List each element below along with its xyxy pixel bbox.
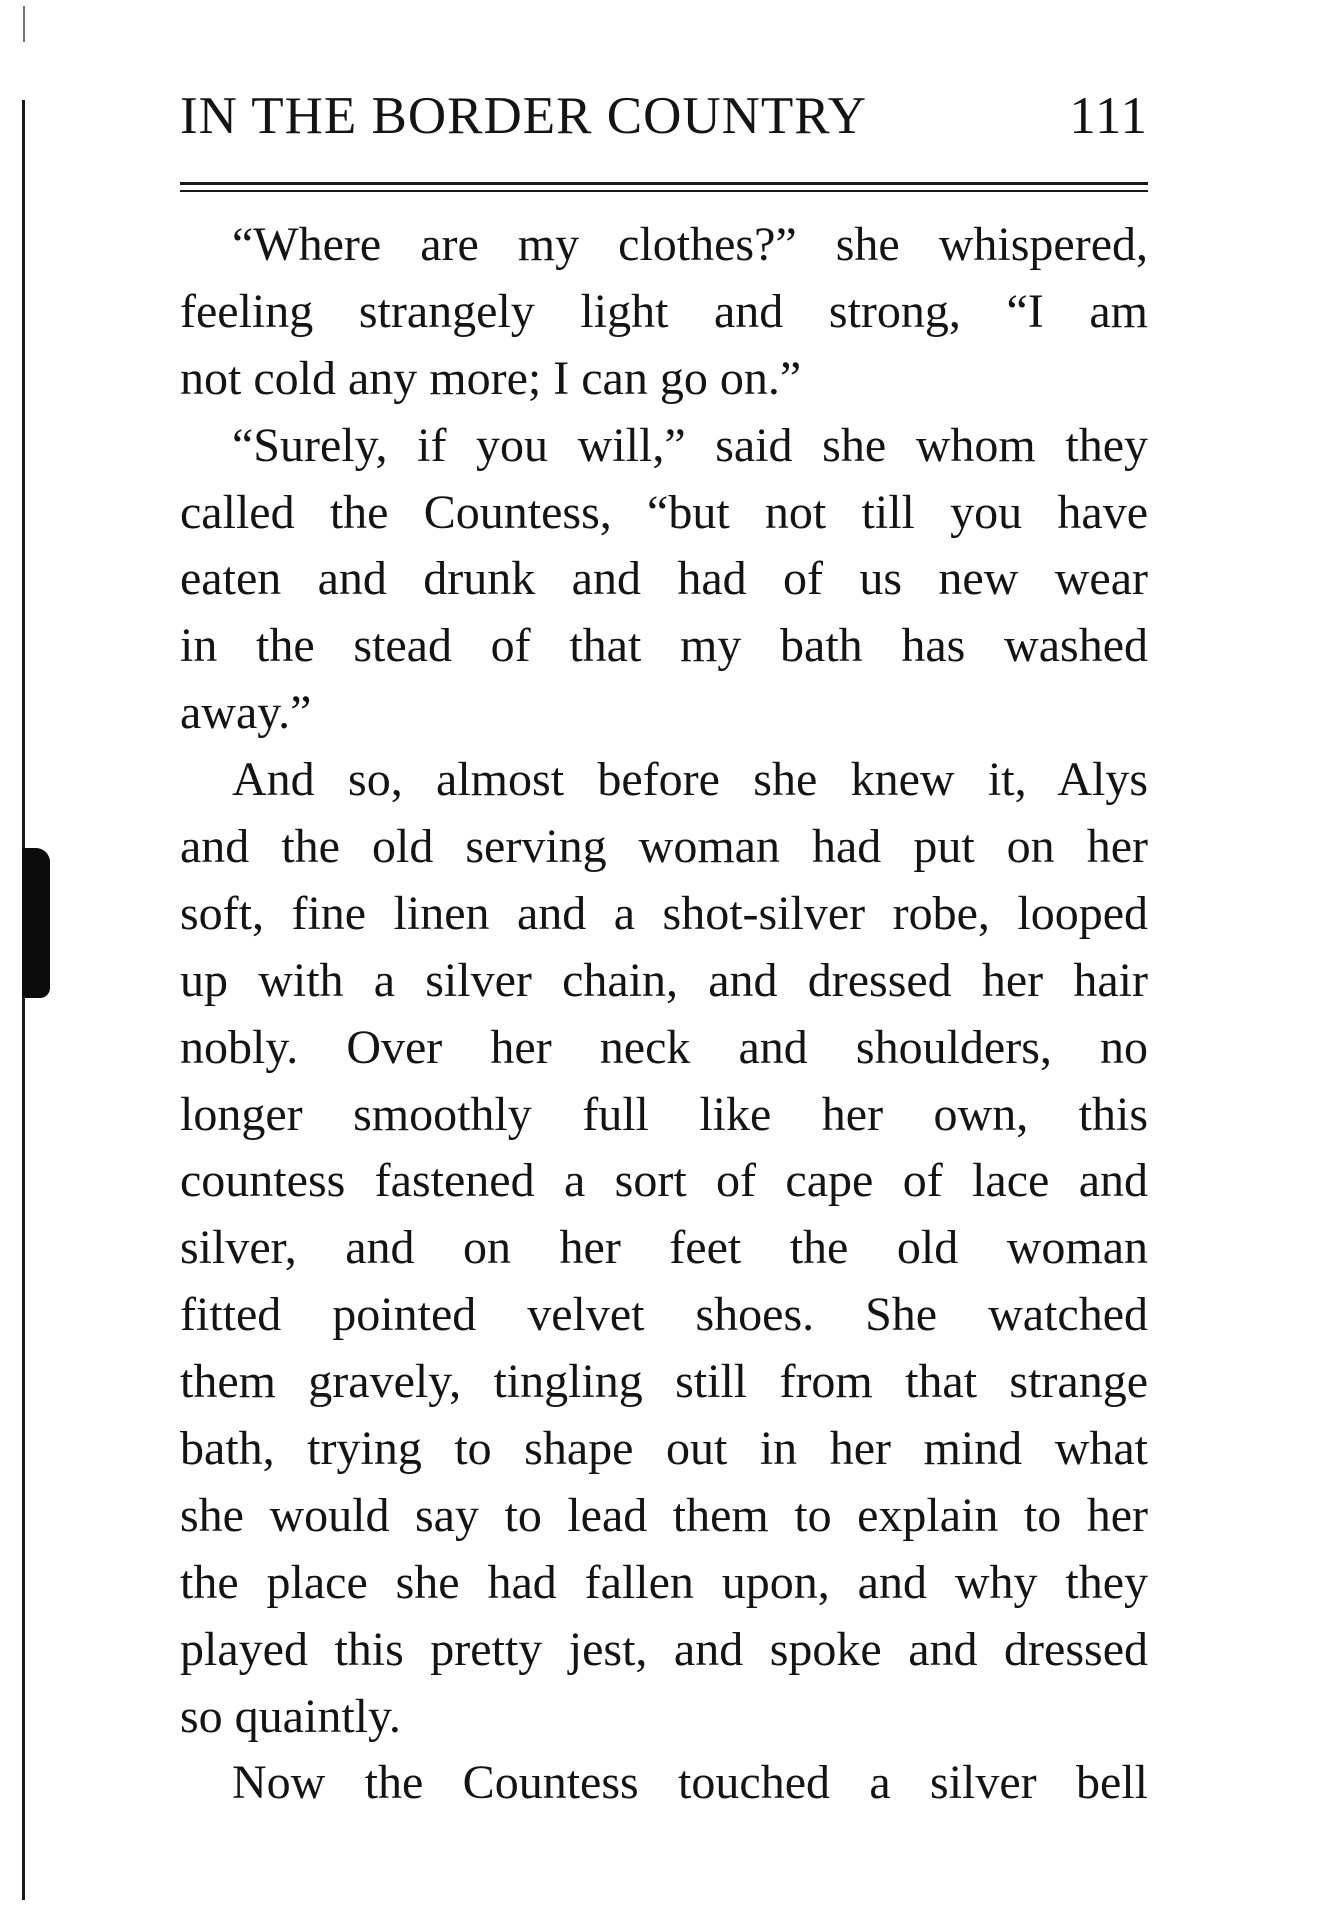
text-line: and the old serving woman had put on her: [180, 820, 1148, 874]
text-line: in the stead of that my bath has washed: [180, 619, 1148, 673]
header-rule-thick: [180, 182, 1148, 185]
running-header: [180, 87, 1148, 145]
text-line: longer smoothly full like her own, this: [180, 1087, 1148, 1141]
text-line: bath, trying to shape out in her mind what: [180, 1422, 1148, 1476]
body-text: [180, 212, 1148, 1817]
text-line: up with a silver chain, and dressed her hair: [180, 953, 1148, 1007]
header-rule-thin: [180, 190, 1148, 192]
text-line: played this pretty jest, and spoke and dressed: [180, 1622, 1148, 1676]
text-line: Now the Countess touched a silver bell: [232, 1756, 1148, 1810]
text-line: feeling strangely light and strong, “I am: [180, 284, 1148, 338]
text-line: them gravely, tingling still from that strange: [180, 1355, 1148, 1409]
text-line: eaten and drunk and had of us new wear: [180, 552, 1148, 606]
page-edge-line: [22, 100, 25, 1900]
text-line: “Surely, if you will,” said she whom they: [232, 418, 1148, 472]
text-line: fitted pointed velvet shoes. She watched: [180, 1288, 1148, 1342]
text-line: “Where are my clothes?” she whispered,: [232, 218, 1148, 271]
text-line: called the Countess, “but not till you have: [180, 485, 1148, 539]
text-line: And so, almost before she knew it, Alys: [232, 753, 1148, 807]
text-line: nobly. Over her neck and shoulders, no: [180, 1020, 1148, 1074]
text-line: countess fastened a sort of cape of lace and: [180, 1154, 1148, 1208]
binding-shadow: [22, 848, 50, 998]
text-line: so quaintly.: [180, 1689, 401, 1743]
text-line: not cold any more; I can go on.”: [180, 351, 802, 405]
text-line: she would say to lead them to explain to her: [180, 1488, 1148, 1542]
page-number: 111: [1069, 87, 1148, 145]
page-edge-tick: [23, 6, 25, 42]
text-line: soft, fine linen and a shot-silver robe, looped: [180, 886, 1148, 940]
text-line: the place she had fallen upon, and why they: [180, 1555, 1148, 1609]
running-title: IN THE BORDER COUNTRY: [180, 87, 867, 145]
text-line: silver, and on her feet the old woman: [180, 1221, 1148, 1275]
text-line: away.”: [180, 686, 312, 740]
